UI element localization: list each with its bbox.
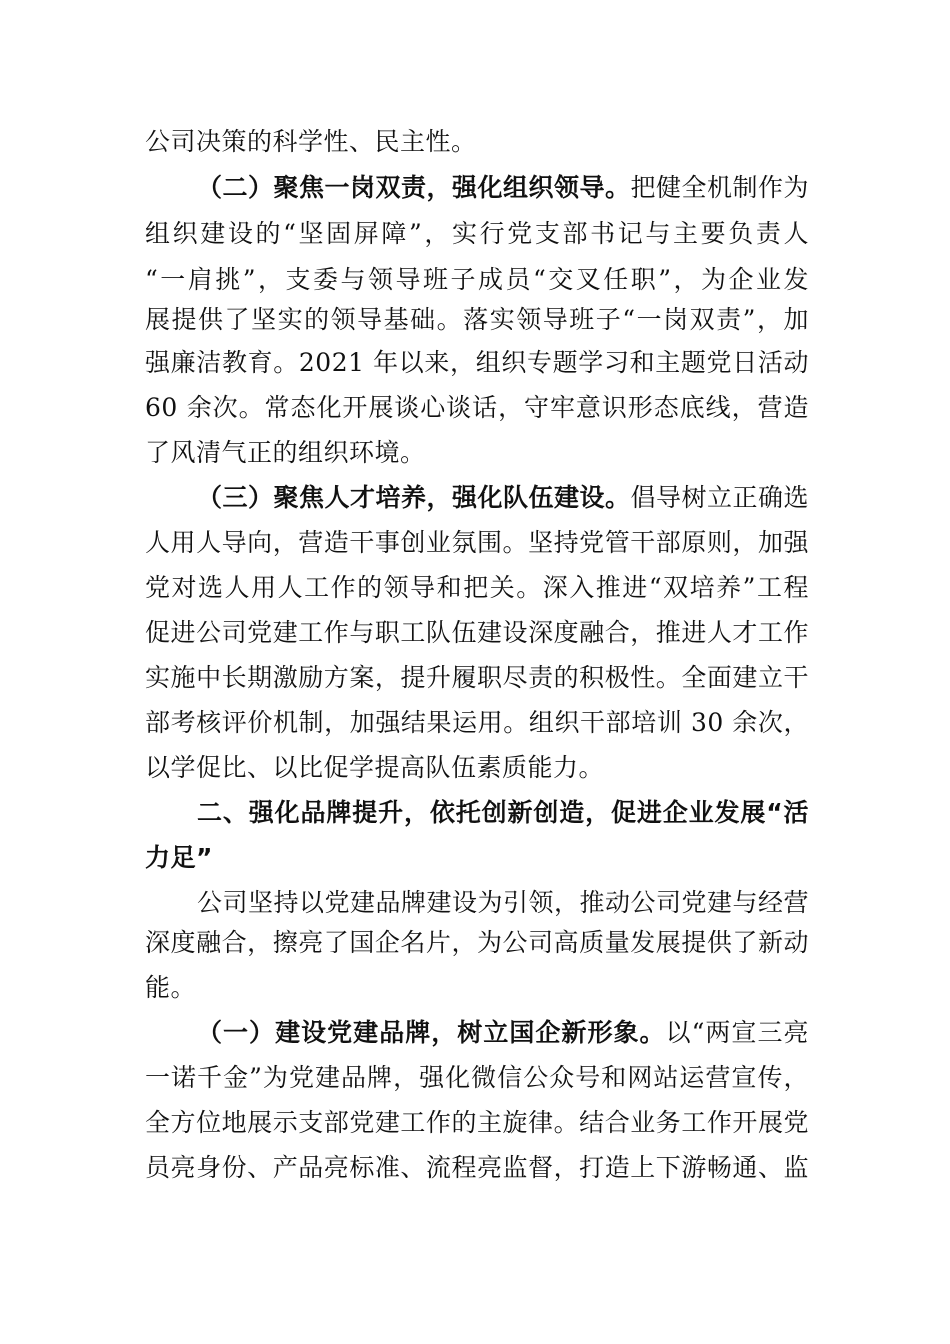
text-line: 了风清气正的组织环境。 xyxy=(145,438,426,467)
paragraph-heading-line xyxy=(197,1010,809,1056)
text-line: 部考核评价机制，加强结果运用。组织干部培训 30 余次， xyxy=(145,708,809,737)
text-line: 强廉洁教育。2021 年以来，组织专题学习和主题党日活动 xyxy=(145,348,809,377)
text-line: 公司决策的科学性、民主性。 xyxy=(145,127,477,156)
text-span: 以“两宣三亮 xyxy=(665,1018,809,1047)
text-line: 一诺千金”为党建品牌，强化微信公众号和网站运营宣传， xyxy=(145,1063,809,1092)
section-heading: 二、强化品牌提升，依托创新创造，促进企业发展“活 xyxy=(197,798,809,827)
text-line: 以学促比、以比促学提高队伍素质能力。 xyxy=(145,753,605,782)
text-line: 实施中长期激励方案，提升履职尽责的积极性。全面建立干 xyxy=(145,663,809,692)
text-line: 组织建设的“坚固屏障”，实行党支部书记与主要负责人 xyxy=(145,219,809,248)
text-line: 人用人导向，营造干事创业氛围。坚持党管干部原则，加强 xyxy=(145,528,809,557)
text-line: 60 余次。常态化开展谈心谈话，守牢意识形态底线，营造 xyxy=(145,393,809,422)
subheading-1: （一）建设党建品牌，树立国企新形象。 xyxy=(197,1018,666,1047)
text-line: 促进公司党建工作与职工队伍建设深度融合，推进人才工作 xyxy=(145,618,809,647)
section-heading-continued: 力足” xyxy=(145,843,213,872)
text-line: “一肩挑”，支委与领导班子成员“交叉任职”，为企业发 xyxy=(145,265,809,294)
subheading-3: （三）聚焦人才培养，强化队伍建设。 xyxy=(197,483,631,512)
text-line: 深度融合，擦亮了国企名片，为公司高质量发展提供了新动 xyxy=(145,928,809,957)
text-line: 党对选人用人工作的领导和把关。深入推进“双培养”工程 xyxy=(145,573,809,602)
text-line: 员亮身份、产品亮标准、流程亮监督，打造上下游畅通、监 xyxy=(145,1153,809,1182)
paragraph-heading-line xyxy=(197,475,809,521)
text-line: 全方位地展示支部党建工作的主旋律。结合业务工作开展党 xyxy=(145,1108,809,1137)
text-span: 倡导树立正确选 xyxy=(630,483,810,512)
text-line: 公司坚持以党建品牌建设为引领，推动公司党建与经营 xyxy=(197,888,810,917)
text-span: 把健全机制作为 xyxy=(630,173,810,202)
subheading-2: （二）聚焦一岗双责，强化组织领导。 xyxy=(197,173,631,202)
text-line: 展提供了坚实的领导基础。落实领导班子“一岗双责”，加 xyxy=(145,305,809,334)
text-line: 能。 xyxy=(145,973,197,1002)
paragraph-heading-line xyxy=(197,165,809,211)
